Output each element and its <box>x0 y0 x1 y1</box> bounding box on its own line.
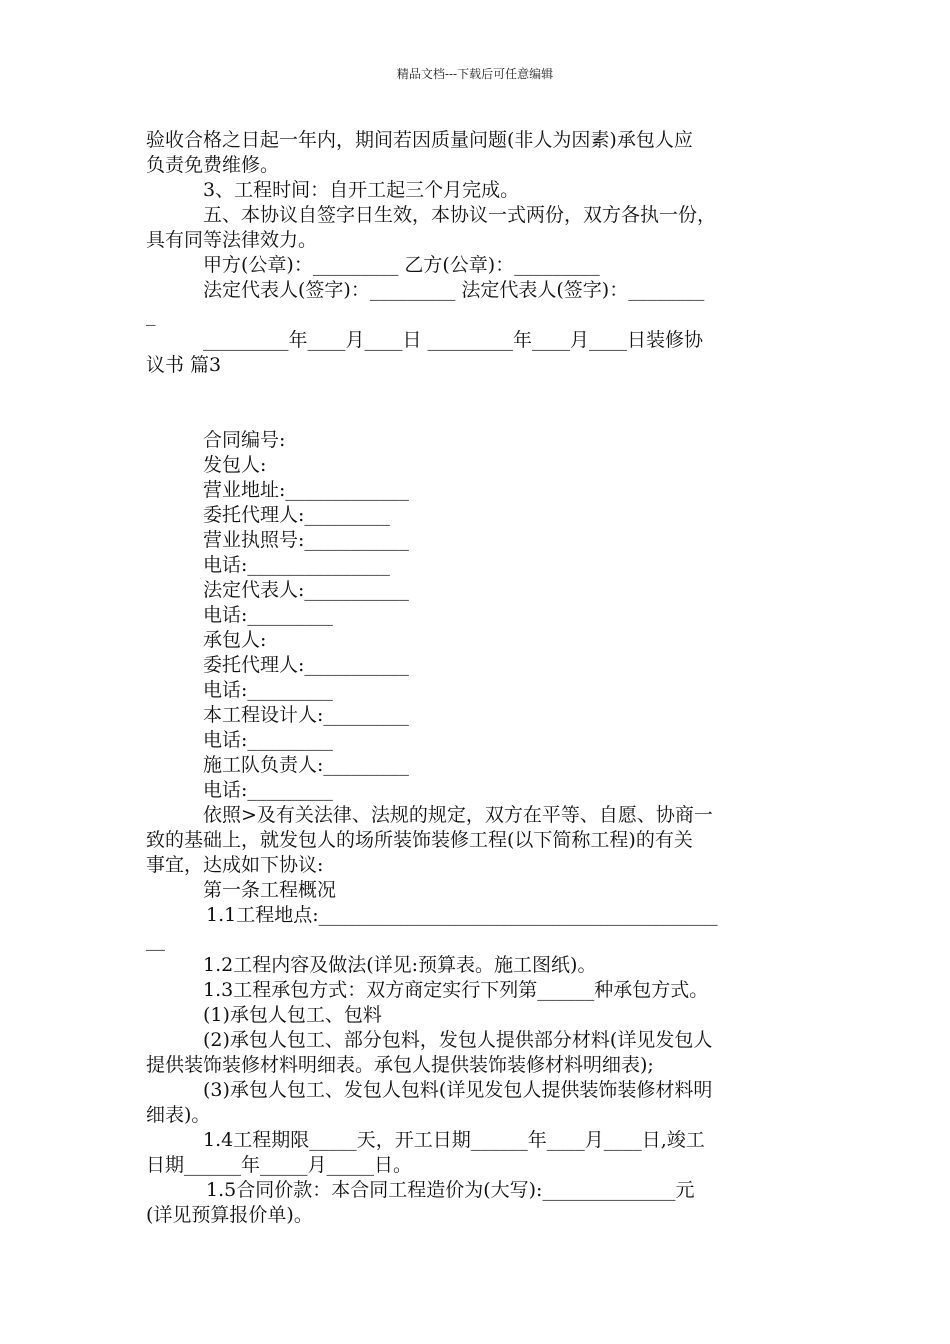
signature-line-seal: 甲方(公章)：_________ 乙方(公章)：_________ <box>203 254 600 276</box>
paragraph-line: 具有同等法律效力。 <box>146 229 318 251</box>
paragraph-line: 事宜，达成如下协议: <box>146 854 324 876</box>
paragraph-line: _ <box>146 304 156 326</box>
clause-line: (3)承包人包工、发包人包料(详见发包人提供装饰装修材料明 <box>203 1079 713 1101</box>
clause-line: 日期______年_____月_____日。 <box>146 1154 413 1176</box>
section-title: 议书 篇3 <box>146 354 222 376</box>
page-header: 精品文档---下载后可任意编辑 <box>396 67 554 81</box>
paragraph-line: 3、工程时间：自开工起三个月完成。 <box>203 179 520 201</box>
paragraph-line: 验收合格之日起一年内，期间若因质量问题(非人为因素)承包人应 <box>146 129 693 151</box>
field-designer: 本工程设计人:_________ <box>203 704 409 726</box>
field-phone: 电话:_________ <box>203 729 333 751</box>
document-body <box>146 128 808 1228</box>
clause-line: __ <box>146 929 165 951</box>
field-construction-lead: 施工队负责人:_________ <box>203 754 409 776</box>
clause-line: (详见预算报价单)。 <box>146 1204 313 1226</box>
field-phone: 电话:_________ <box>203 604 333 626</box>
paragraph-line: 致的基础上，就发包人的场所装饰装修工程(以下简称工程)的有关 <box>146 829 693 851</box>
signature-line-representative: 法定代表人(签字)：_________ 法定代表人(签字)：________ <box>203 279 705 301</box>
field-contract-number: 合同编号: <box>203 429 286 451</box>
field-legal-representative: 法定代表人:___________ <box>203 579 409 601</box>
clause-line: 1.1工程地点:__________________________________________ <box>206 904 718 926</box>
paragraph-line: 依照>及有关法律、法规的规定，双方在平等、自愿、协商一 <box>203 804 713 826</box>
spacer <box>146 378 808 428</box>
field-phone: 电话:_______________ <box>203 554 390 576</box>
field-license-number: 营业执照号:___________ <box>203 529 409 551</box>
article-title: 第一条工程概况 <box>203 879 337 901</box>
clause-line: (2)承包人包工、部分包料，发包人提供部分材料(详见发包人 <box>203 1029 713 1051</box>
field-phone: 电话:_________ <box>203 679 333 701</box>
paragraph-line: 负责免费维修。 <box>146 154 280 176</box>
field-business-address: 营业地址:_____________ <box>203 479 409 501</box>
field-agent: 委托代理人:___________ <box>203 654 409 676</box>
clause-line: 1.2工程内容及做法(详见:预算表。施工图纸)。 <box>203 954 597 976</box>
clause-line: 1.3工程承包方式：双方商定实行下列第______种承包方式。 <box>203 979 709 1001</box>
field-phone: 电话:_________ <box>203 779 333 801</box>
clause-line: 提供装饰装修材料明细表。承包人提供装饰装修材料明细表); <box>146 1054 654 1076</box>
clause-line: 1.4工程期限_____天，开工日期______年____月____日,竣工 <box>203 1129 705 1151</box>
field-employer: 发包人: <box>203 454 267 476</box>
field-agent: 委托代理人:_________ <box>203 504 390 526</box>
paragraph-line: 五、本协议自签字日生效，本协议一式两份，双方各执一份， <box>203 204 717 226</box>
field-contractor: 承包人: <box>203 629 267 651</box>
clause-line: 细表)。 <box>146 1104 211 1126</box>
clause-line: 1.5合同价款：本合同工程造价为(大写):______________元 <box>206 1179 695 1201</box>
clause-line: (1)承包人包工、包料 <box>203 1004 382 1026</box>
date-line: _________年____月____日 _________年____月____日装修协 <box>203 329 704 351</box>
